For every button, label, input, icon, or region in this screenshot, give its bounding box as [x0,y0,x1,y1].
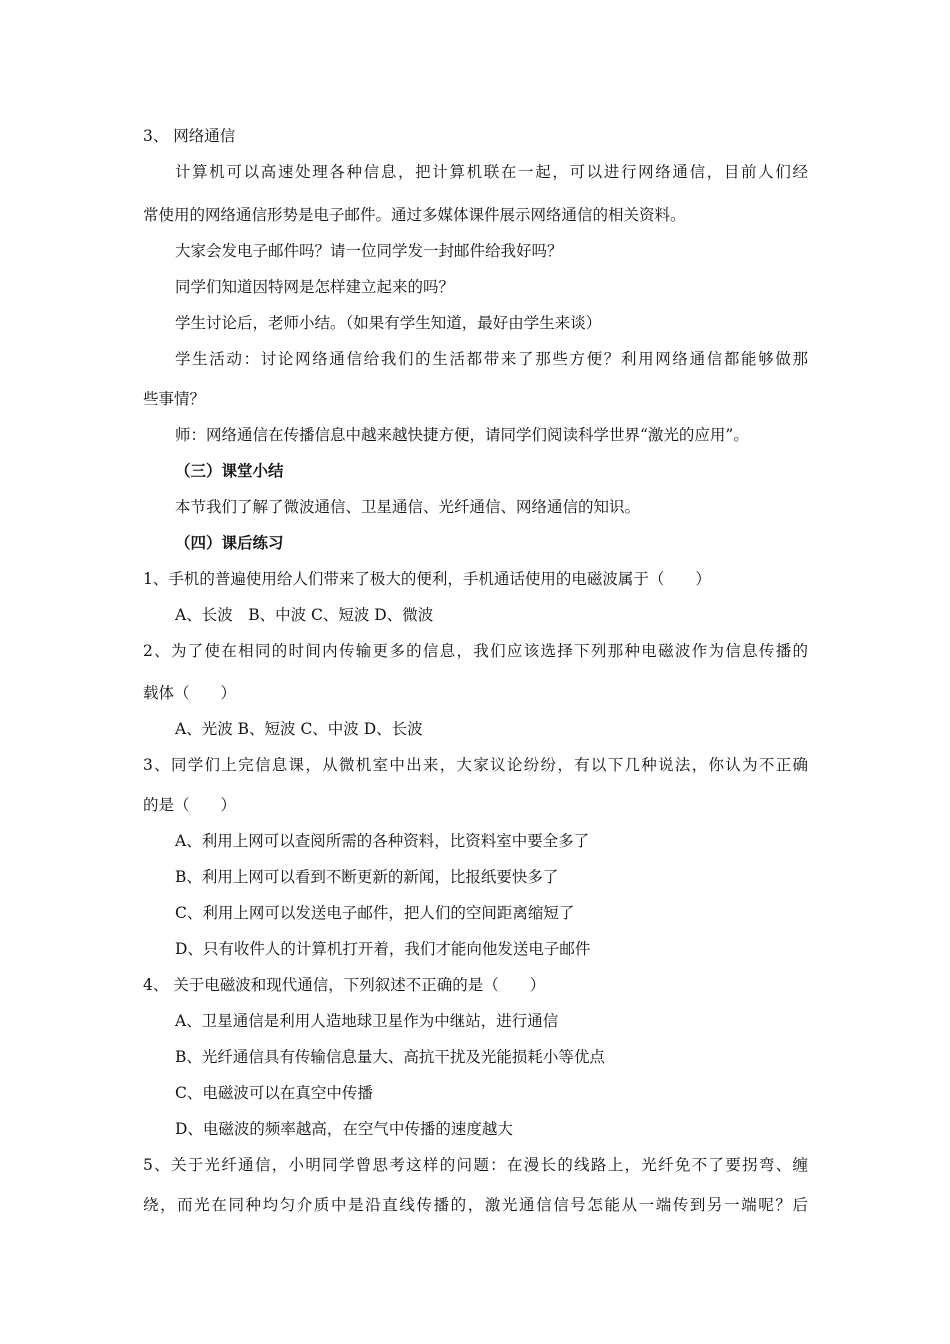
question-4-option-a: A、卫星通信是利用人造地球卫星作为中继站，进行通信 [175,1012,559,1030]
question-1-options: A、长波 B、中波 C、短波 D、微波 [175,606,434,624]
question-3-option-b: B、利用上网可以看到不断更新的新闻，比报纸要快多了 [175,868,559,886]
question-5-line: 5、关于光纤通信，小明同学曾思考这样的问题：在漫长的线路上，光纤免不了要拐弯、缠 [143,1156,808,1174]
paragraph: 师：网络通信在传播信息中越来越快捷方便，请同学们阅读科学世界“激光的应用”。 [175,426,749,444]
question-4-option-d: D、电磁波的频率越高，在空气中传播的速度越大 [175,1120,513,1138]
question-3-line: 3、同学们上完信息课，从微机室中出来，大家议论纷纷，有以下几种说法，你认为不正确 [143,756,808,774]
question-2-line: 载体（ ） [143,684,237,702]
question-2-line: 2、为了使在相同的时间内传输更多的信息，我们应该选择下列那种电磁波作为信息传播的 [143,642,808,660]
paragraph-line: 些事情？ [143,390,206,408]
question-4-option-c: C、电磁波可以在真空中传播 [175,1084,373,1102]
question-3-line: 的是（ ） [143,796,237,814]
question-3-option-a: A、利用上网可以查阅所需的各种资料，比资料室中要全多了 [175,832,590,850]
section-heading-summary: （三）课堂小结 [175,461,284,480]
question-1: 1、手机的普遍使用给人们带来了极大的便利，手机通话使用的电磁波属于（ ） [143,570,711,588]
question-4-option-b: B、光纤通信具有传输信息量大、高抗干扰及光能损耗小等优点 [175,1048,605,1066]
paragraph-line: 常使用的网络通信形势是电子邮件。通过多媒体课件展示网络通信的相关资料。 [143,206,686,224]
paragraph: 本节我们了解了微波通信、卫星通信、光纤通信、网络通信的知识。 [175,498,641,516]
paragraph: 大家会发电子邮件吗？请一位同学发一封邮件给我好吗？ [175,242,563,260]
section-heading-network-communication: 3、 网络通信 [143,127,236,145]
question-2-options: A、光波 B、短波 C、中波 D、长波 [175,720,423,738]
paragraph: 学生讨论后，老师小结。（如果有学生知道，最好由学生来谈） [175,314,602,332]
section-heading-exercises: （四）课后练习 [175,533,284,552]
question-3-option-c: C、利用上网可以发送电子邮件，把人们的空间距离缩短了 [175,904,575,922]
question-3-option-d: D、只有收件人的计算机打开着，我们才能向他发送电子邮件 [175,940,591,958]
paragraph-line: 计算机可以高速处理各种信息，把计算机联在一起，可以进行网络通信，目前人们经 [175,163,808,181]
paragraph-line: 学生活动：讨论网络通信给我们的生活都带来了那些方便？利用网络通信都能够做那 [175,350,808,368]
question-5-line: 绕，而光在同种均匀介质中是沿直线传播的，激光通信信号怎能从一端传到另一端呢？后 [143,1196,808,1214]
question-4: 4、 关于电磁波和现代通信，下列叙述不正确的是（ ） [143,976,546,994]
paragraph: 同学们知道因特网是怎样建立起来的吗？ [175,278,455,296]
